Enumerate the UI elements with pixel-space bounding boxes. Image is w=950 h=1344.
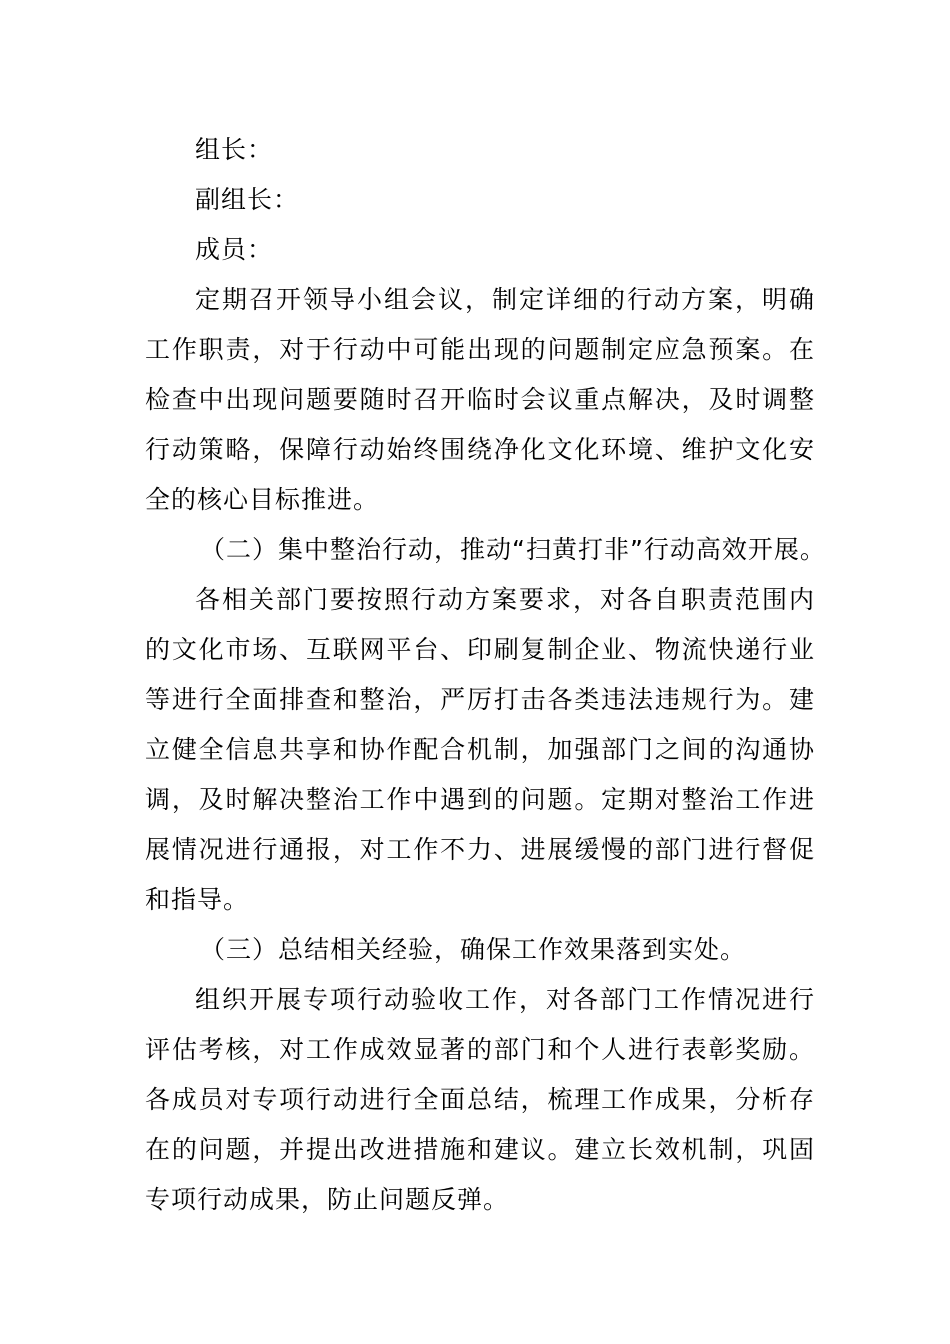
roster-leader-label: 组长： xyxy=(195,135,274,164)
paragraph-line: 展情况进行通报，对工作不力、进展缓慢的部门进行督促 xyxy=(145,835,815,864)
paragraph-line: 全的核心目标推进。 xyxy=(145,485,380,514)
paragraph-line: 各成员对专项行动进行全面总结，梳理工作成果，分析存 xyxy=(145,1085,815,1114)
paragraph-line: 专项行动成果，防止问题反弹。 xyxy=(145,1185,510,1214)
paragraph-line: 等进行全面排查和整治，严厉打击各类违法违规行为。建 xyxy=(145,685,815,714)
paragraph-line: 组织开展专项行动验收工作，对各部门工作情况进行 xyxy=(195,985,815,1014)
section-3-heading: （三）总结相关经验，确保工作效果落到实处。 xyxy=(200,935,747,964)
paragraph-line: 和指导。 xyxy=(145,885,250,914)
paragraph-line: 的文化市场、互联网平台、印刷复制企业、物流快递行业 xyxy=(145,635,815,664)
paragraph-line: 调，及时解决整治工作中遇到的问题。定期对整治工作进 xyxy=(145,785,815,814)
paragraph-line: 立健全信息共享和协作配合机制，加强部门之间的沟通协 xyxy=(145,735,815,764)
paragraph-line: 评估考核，对工作成效显著的部门和个人进行表彰奖励。 xyxy=(145,1035,815,1064)
section-2-heading: （二）集中整治行动，推动“扫黄打非”行动高效开展。 xyxy=(200,535,826,564)
roster-deputy-leader-label: 副组长： xyxy=(195,185,300,214)
paragraph-line: 各相关部门要按照行动方案要求，对各自职责范围内 xyxy=(195,585,815,614)
paragraph-line: 行动策略，保障行动始终围绕净化文化环境、维护文化安 xyxy=(145,435,815,464)
paragraph-line: 定期召开领导小组会议，制定详细的行动方案，明确 xyxy=(195,285,815,314)
paragraph-line: 在的问题，并提出改进措施和建议。建立长效机制，巩固 xyxy=(145,1135,815,1164)
paragraph-line: 检查中出现问题要随时召开临时会议重点解决，及时调整 xyxy=(145,385,815,414)
roster-members-label: 成员： xyxy=(195,235,274,264)
paragraph-line: 工作职责，对于行动中可能出现的问题制定应急预案。在 xyxy=(145,335,815,364)
